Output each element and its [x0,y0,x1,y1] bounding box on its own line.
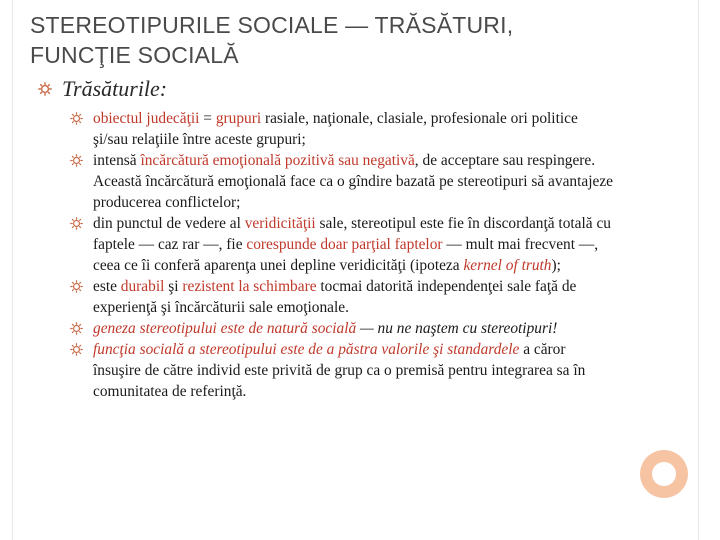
sun-bullet-icon [70,112,83,125]
bullet-text: din punctul de vedere al [93,215,245,232]
sun-bullet-icon [70,154,83,167]
frame-left-line [12,0,13,540]
decorative-circle-inner [652,462,676,486]
bullet-text: — mult mai frecvent —, ceea ce îi conferă aparenţa unei depline veridicităţi (ipoteza [93,236,599,274]
heading-text: Trăsăturile: [62,76,168,101]
title-line-1: STEREOTIPURILE SOCIALE — TRĂSĂTURI, [30,12,514,38]
slide-title [30,10,690,70]
bullet-item [70,276,615,318]
highlighted-text: rezistent la schimbare [182,278,317,295]
highlighted-text: funcţia socială a stereotipului este de a păstra valorile şi standardele [93,341,520,358]
bullet-item [70,150,615,213]
highlighted-text: kernel of truth [463,257,552,274]
heading-row [38,76,167,102]
highlighted-text: grupuri [215,110,262,127]
bullet-text: este [93,278,121,295]
bullet-text: intensă [93,152,141,169]
highlighted-text: corespunde doar parţial faptelor [246,236,443,253]
bullet-list [70,108,615,402]
highlighted-text: geneza stereotipului este de natură socială [93,320,357,337]
sun-bullet-icon [38,82,52,96]
highlighted-text: veridicităţii [244,215,316,232]
bullet-text: = [199,110,216,127]
sun-bullet-icon [70,322,83,335]
bullet-item [70,318,615,339]
frame-right-line [698,0,699,540]
sun-bullet-icon [70,343,83,356]
highlighted-text: încărcătură emoţională pozitivă sau negativă [140,152,415,169]
highlighted-text: obiectul judecăţii [93,110,200,127]
bullet-text: a căror însuşire de către individ este privită de grup ca o premisă pentru integrarea sa în comunitatea de referinţă. [93,341,586,400]
sun-bullet-icon [70,280,83,293]
bullet-text: sale, stereotipul este fie în discordanţă totală cu faptele — caz rar —, fie [93,215,611,253]
title-line-2: FUNCŢIE SOCIALĂ [30,42,239,68]
bullet-item [70,213,615,276]
bullet-text: ); [551,257,561,274]
bullet-text: , de acceptare sau respingere. Această încărcătură emoţională face ca o gîndire bazată pe stereotipuri să avantajeze producerea conflictelor; [93,152,613,211]
bullet-text: şi [164,278,183,295]
bullet-item [70,339,615,402]
sun-bullet-icon [70,217,83,230]
bullet-text: — nu ne naştem cu stereotipuri! [356,320,558,337]
bullet-text: rasiale, naţionale, clasiale, profesionale ori politice şi/sau relaţiile între aceste grupuri; [93,110,578,148]
highlighted-text: durabil [120,278,165,295]
bullet-text: tocmai datorită independenţei sale faţă de experienţă şi încărcăturii sale emoţionale. [93,278,577,316]
bullet-item [70,108,615,150]
